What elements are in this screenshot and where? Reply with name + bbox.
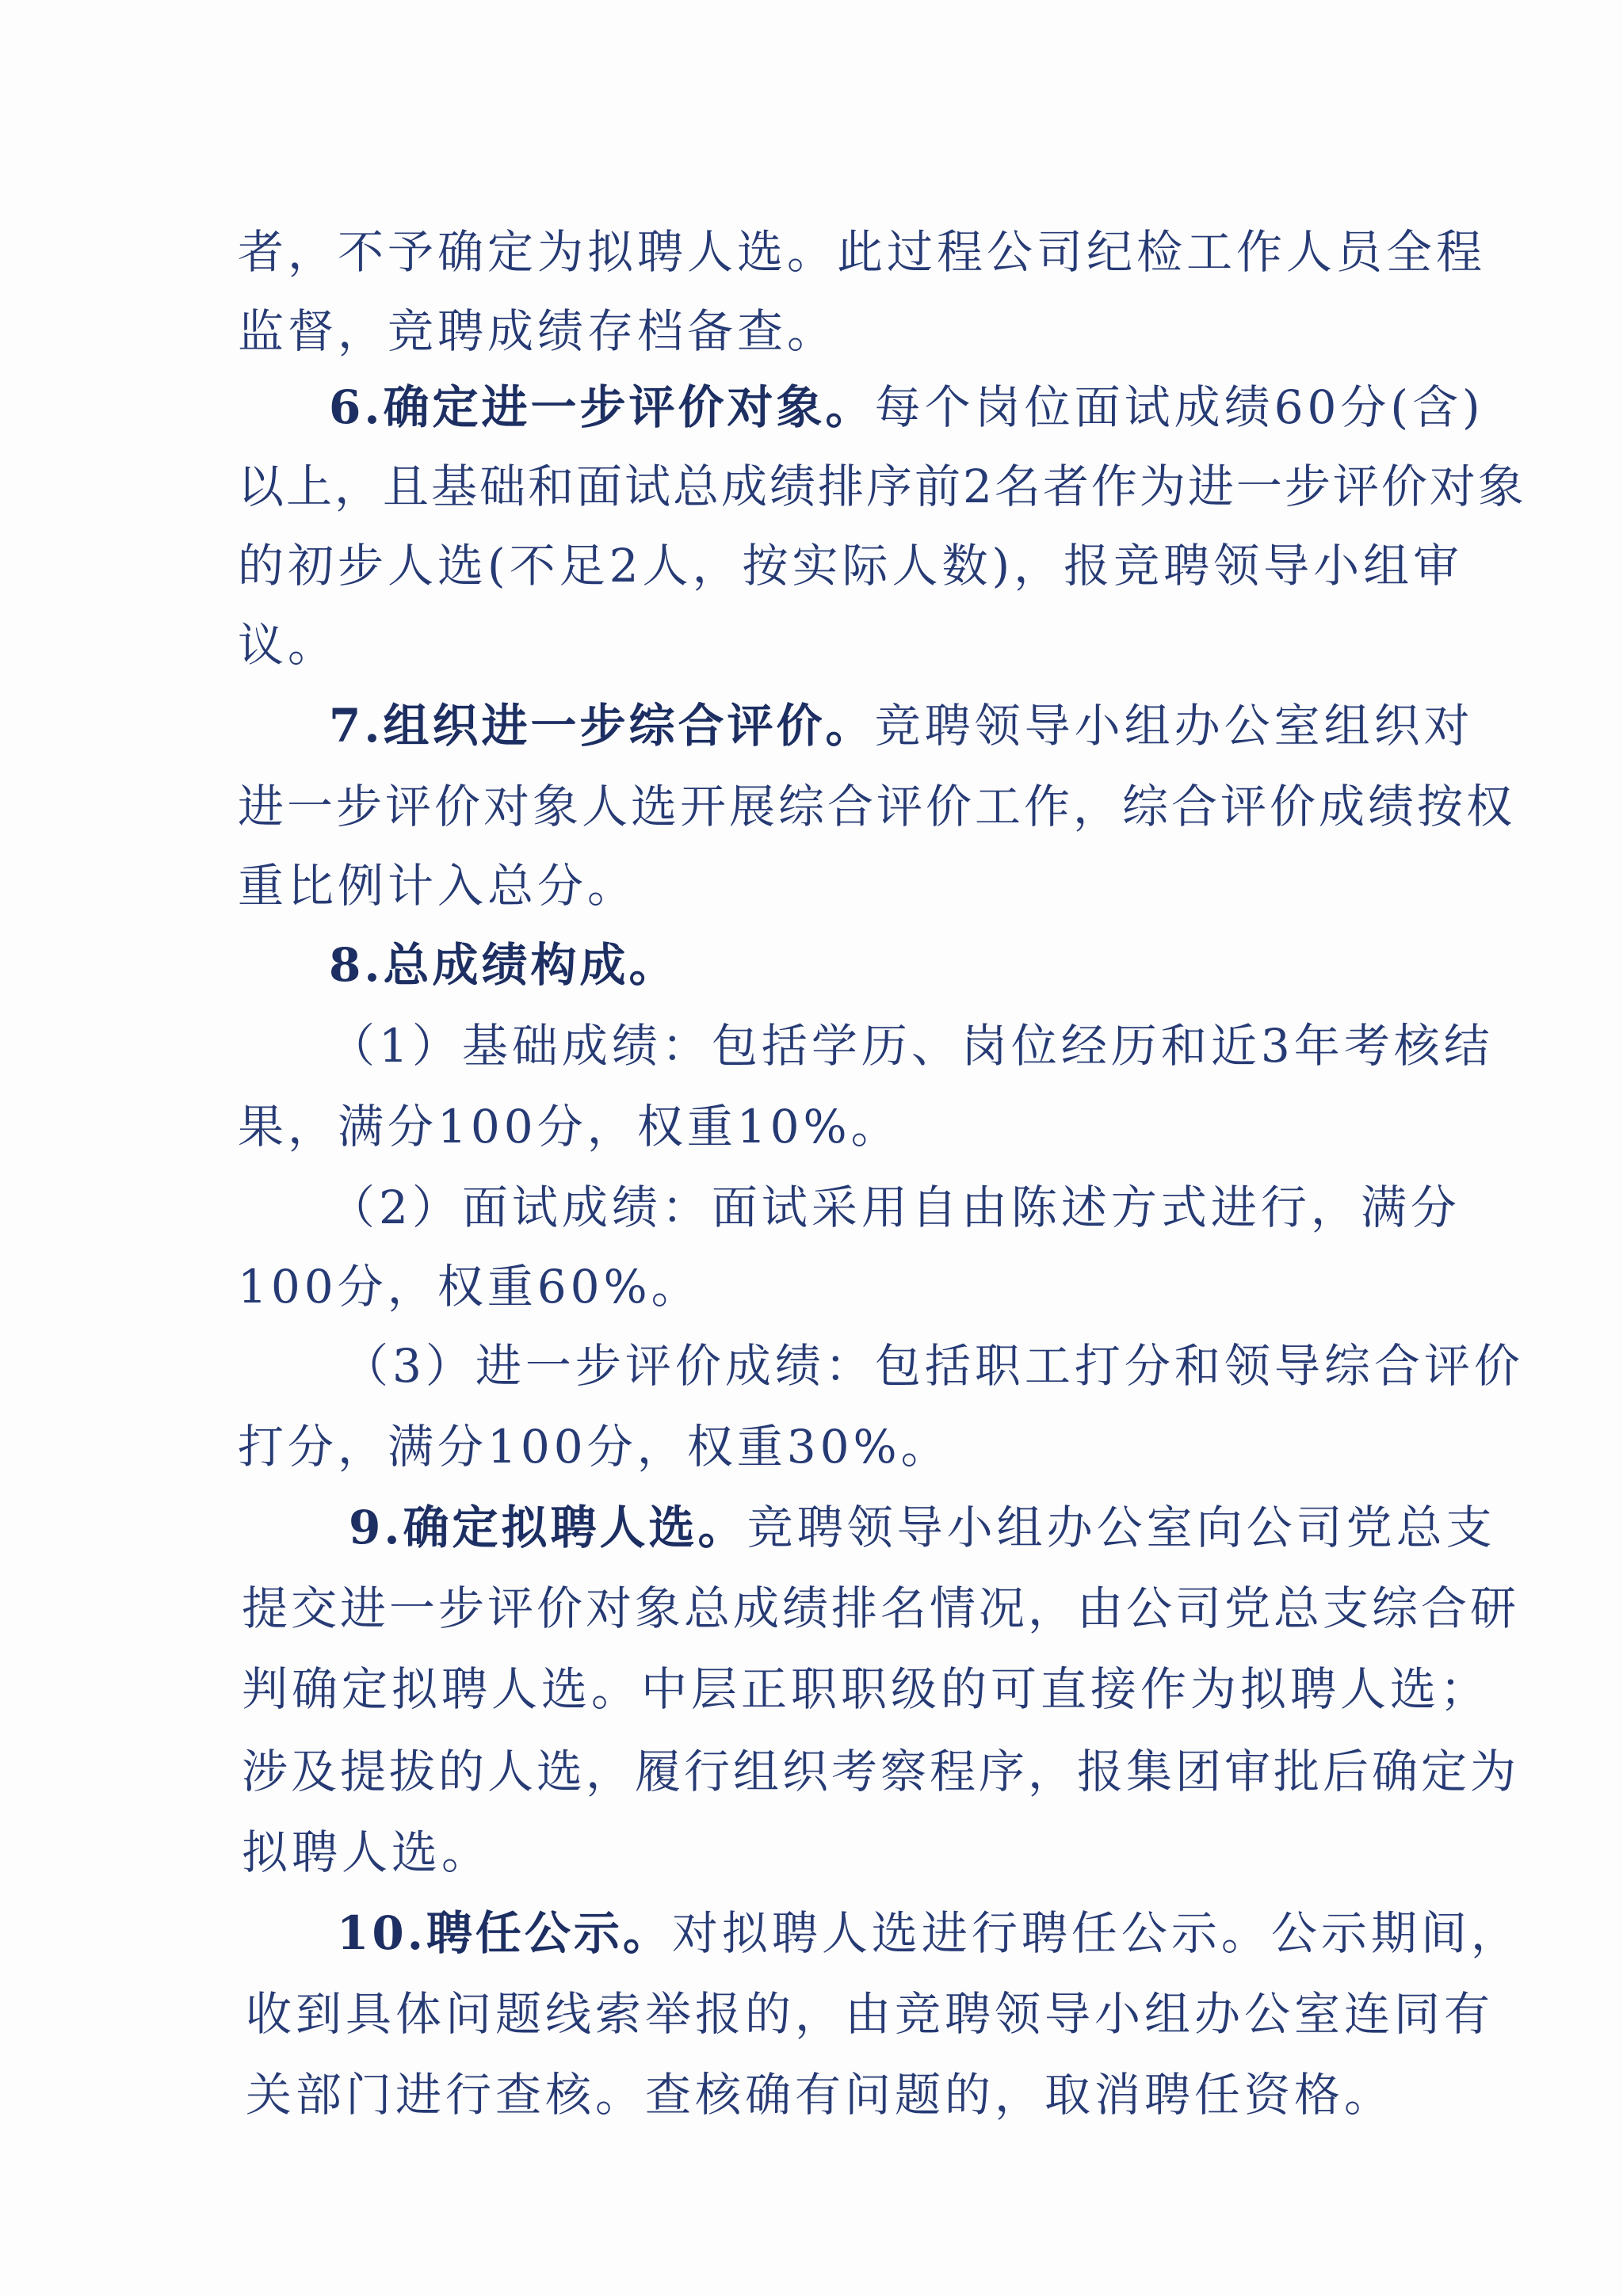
section-heading-line: 10.聘任公示。对拟聘人选进行聘任公示。公示期间， (337, 1906, 1521, 1960)
text-line: 判确定拟聘人选。中层正职职级的可直接作为拟聘人选； (242, 1662, 1491, 1716)
text-line: 议。 (238, 618, 338, 672)
text-line: 进一步评价对象人选开展综合评价工作，综合评价成绩按权 (238, 780, 1516, 833)
text-line: 的初步人选(不足2人，按实际人数)，报竞聘领导小组审 (238, 539, 1464, 593)
text-line: （3）进一步评价成绩：包括职工打分和领导综合评价 (342, 1339, 1524, 1393)
text-line: （1）基础成绩：包括学历、岗位经历和近3年考核结 (329, 1019, 1494, 1073)
text-line: 涉及提拔的人选，履行组织考察程序，报集团审批后确定为 (242, 1745, 1520, 1798)
text-line: 关部门进行查核。查核确有问题的，取消聘任资格。 (246, 2068, 1395, 2122)
text-line: 100分，权重60%。 (238, 1260, 701, 1314)
text-line: 重比例计入总分。 (238, 859, 638, 913)
text-line: 果，满分100分，权重10%。 (238, 1100, 901, 1154)
text-line: 打分，满分100分，权重30%。 (238, 1420, 951, 1474)
section-heading-line: 9.确定拟聘人选。竞聘领导小组办公室向公司党总支 (349, 1501, 1496, 1554)
section-heading-line: 7.组织进一步综合评价。竞聘领导小组办公室组织对 (329, 699, 1474, 753)
text-line: 以上，且基础和面试总成绩排序前2名者作为进一步评价对象 (238, 460, 1526, 513)
section-heading-line: 8.总成绩构成。 (329, 938, 678, 992)
text-line: 收到具体问题线索举报的，由竞聘领导小组办公室连同有 (246, 1987, 1495, 2041)
section-heading-line: 6.确定进一步评价对象。每个岗位面试成绩60分(含) (329, 380, 1484, 434)
text-line: 提交进一步评价对象总成绩排名情况，由公司党总支综合研 (242, 1581, 1520, 1635)
text-line: 拟聘人选。 (242, 1825, 492, 1879)
text-line: 者，不予确定为拟聘人选。此过程公司纪检工作人员全程 (238, 225, 1487, 279)
text-line: 监督，竞聘成绩存档备查。 (238, 304, 838, 358)
text-line: （2）面试成绩：面试采用自由陈述方式进行，满分 (329, 1180, 1461, 1234)
